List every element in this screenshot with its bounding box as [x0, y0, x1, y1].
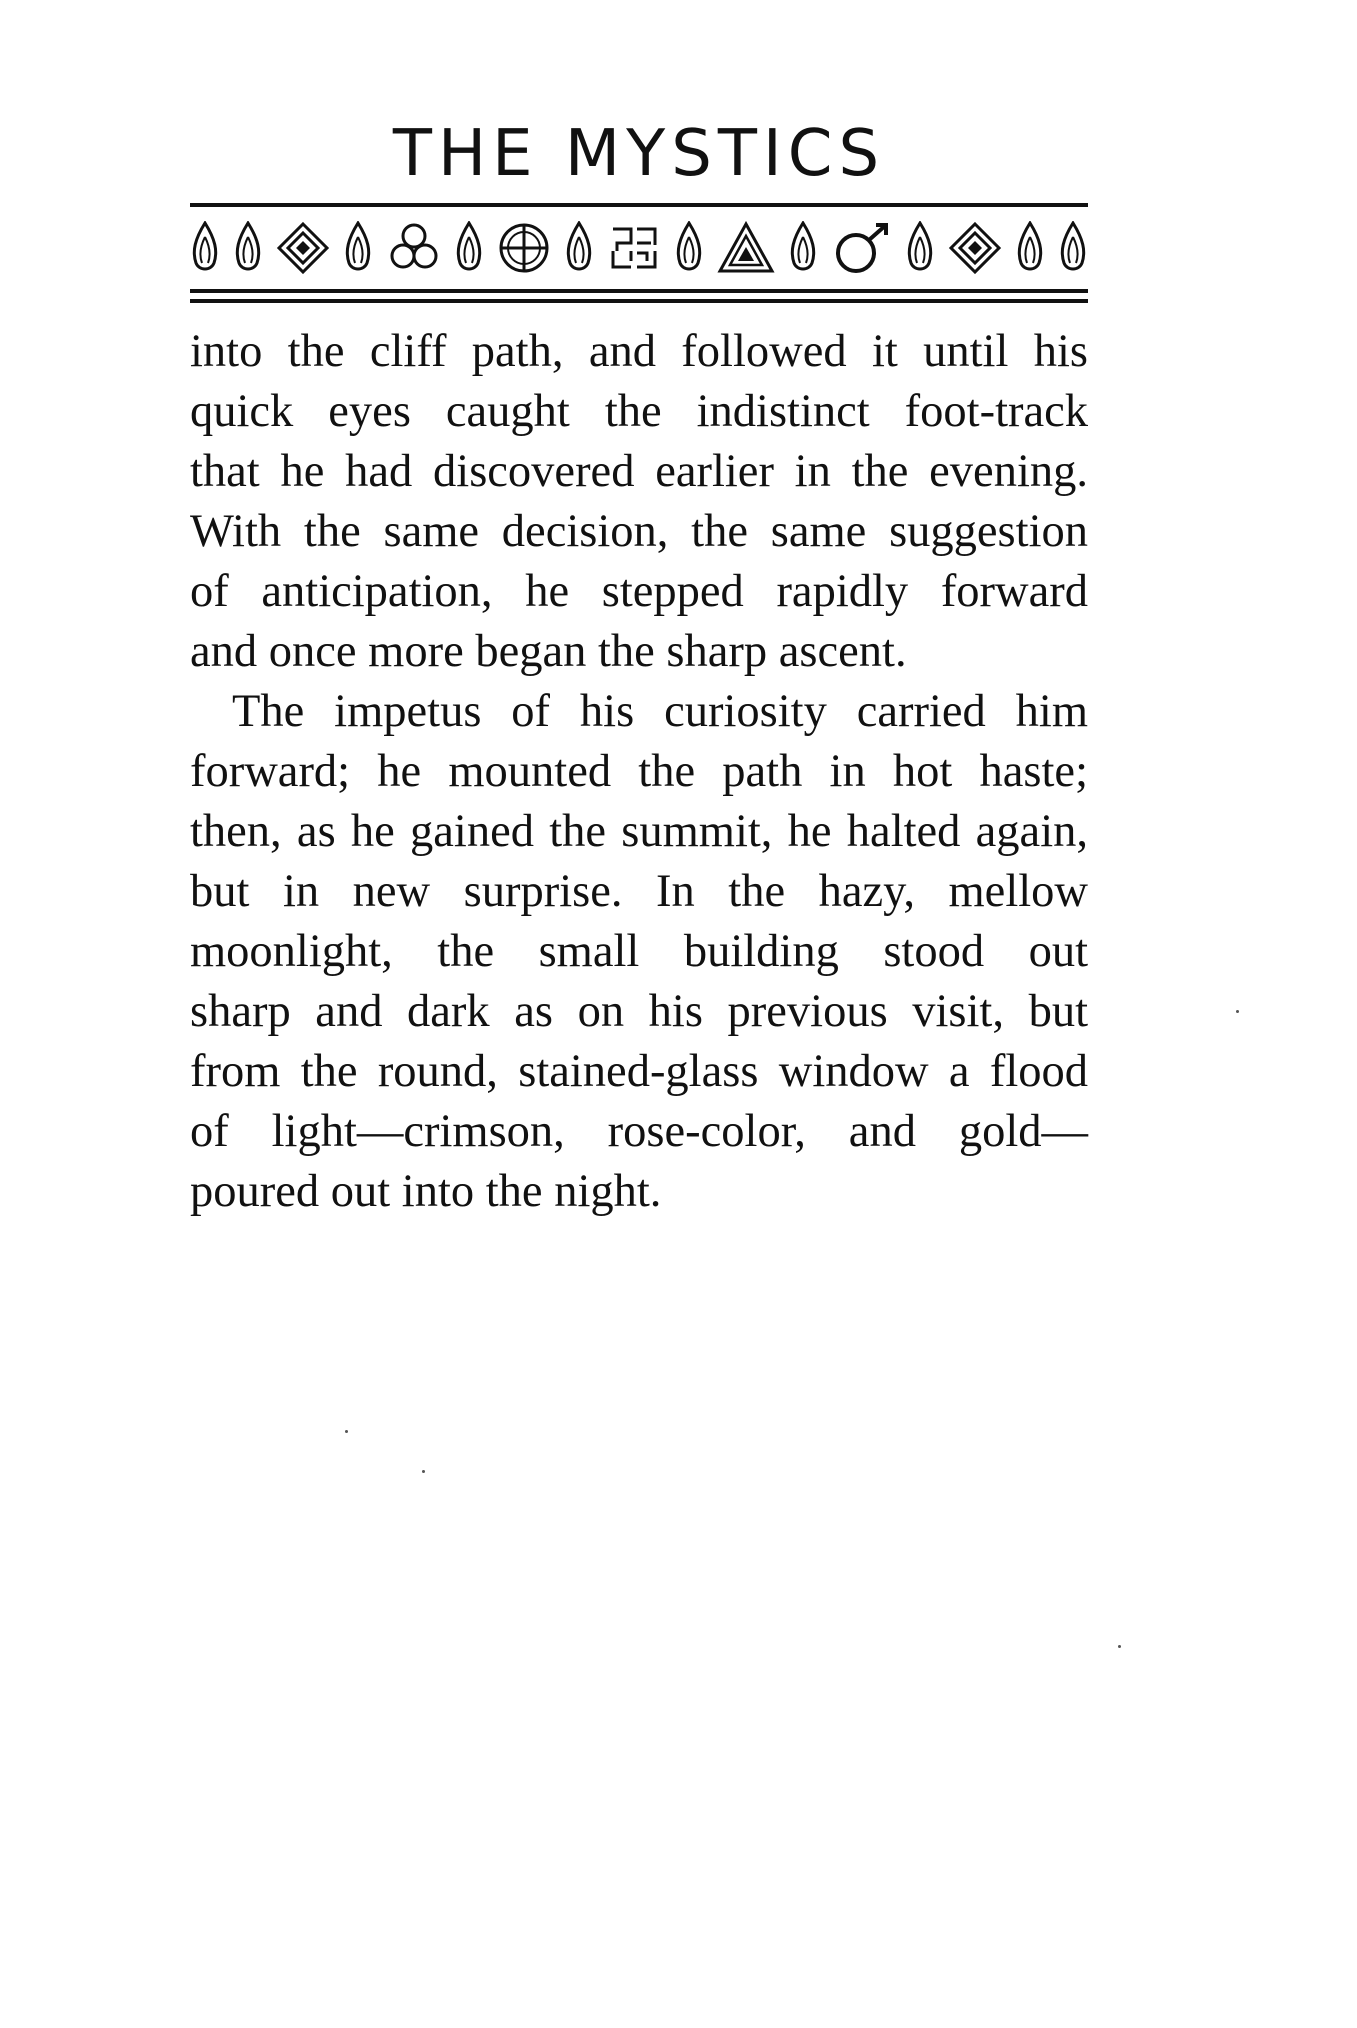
triangle-icon: [717, 221, 775, 275]
text-line: into the cliff path, and followed it until his: [190, 326, 1088, 377]
text-line: moonlight, the small building stood out: [190, 926, 1088, 977]
text-line: but in new surprise. In the hazy, mellow: [190, 866, 1088, 917]
text-line: forward; he mounted the path in hot haste;: [190, 746, 1088, 797]
diamond-icon: [276, 221, 330, 275]
flame-icon: [190, 221, 220, 275]
paper-speck: [1236, 1010, 1239, 1013]
text-line: With the same decision, the same suggestion: [190, 506, 1088, 557]
text-line: poured out into the night.: [190, 1166, 662, 1217]
paper-speck: [1118, 1645, 1121, 1648]
trefoil-icon: [387, 221, 441, 275]
diamond-icon: [948, 221, 1002, 275]
text-line: then, as he gained the summit, he halted again,: [190, 806, 1088, 857]
paragraph-2: [190, 682, 1088, 1222]
flame-icon: [788, 221, 818, 275]
text-line: and once more began the sharp ascent.: [190, 626, 907, 677]
text-line: sharp and dark as on his previous visit, but: [190, 986, 1088, 1037]
paper-speck: [345, 1430, 348, 1433]
text-line: of light—crimson, rose-color, and gold—: [190, 1106, 1088, 1157]
paragraph-1: [190, 322, 1088, 682]
text-line: of anticipation, he stepped rapidly forward: [190, 566, 1088, 617]
header-rule-bottom-2: [190, 299, 1088, 303]
text-line: from the round, stained-glass window a flood: [190, 1046, 1088, 1097]
text-line: The impetus of his curiosity carried him: [232, 686, 1088, 737]
ornament-band: [190, 216, 1088, 280]
flame-icon: [674, 221, 704, 275]
flame-icon: [564, 221, 594, 275]
flame-icon: [343, 221, 373, 275]
flame-icon: [1015, 221, 1045, 275]
flame-icon: [233, 221, 263, 275]
text-line: that he had discovered earlier in the evening.: [190, 446, 1088, 497]
flame-icon: [454, 221, 484, 275]
paper-speck: [422, 1470, 425, 1473]
flame-icon: [905, 221, 935, 275]
flame-icon: [1058, 221, 1088, 275]
circled-cross-icon: [497, 221, 551, 275]
running-head: THE MYSTICS: [392, 117, 886, 191]
fret-icon: [607, 221, 661, 275]
header-rule-bottom: [190, 289, 1088, 293]
mars-icon: [832, 221, 892, 275]
text-line: quick eyes caught the indistinct foot-track: [190, 386, 1088, 437]
body-text: [190, 322, 1088, 1222]
header-rule-top: [190, 203, 1088, 207]
